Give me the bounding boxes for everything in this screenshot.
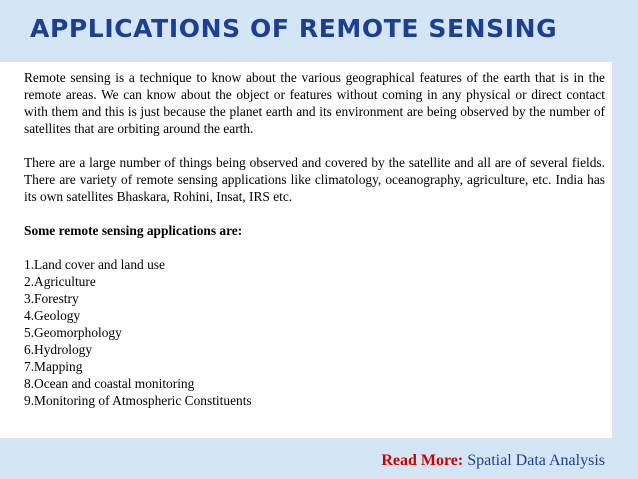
intro-paragraph: Remote sensing is a technique to know about the various geographical features of the earth that is in the remote areas. We can know about the object or features without coming in any physical or direct contact with them and this is just because the planet earth and its environment are being observed by the number of satellites that are orbiting around the earth. — [24, 70, 605, 136]
list-item: 5.Geomorphology — [24, 325, 122, 340]
list-item: 1.Land cover and land use — [24, 257, 165, 272]
applications-list — [24, 256, 605, 409]
read-more-label: Read More: — [381, 452, 464, 469]
slide-content — [24, 69, 605, 409]
list-item: 4.Geology — [24, 308, 81, 323]
paragraph-spacer — [24, 205, 605, 222]
read-more — [381, 452, 605, 470]
list-heading: Some remote sensing applications are: — [24, 223, 243, 238]
paragraph-spacer — [24, 239, 605, 256]
list-item: 2.Agriculture — [24, 274, 96, 289]
read-more-link[interactable]: Spatial Data Analysis — [467, 452, 605, 469]
right-side-bar — [612, 0, 638, 479]
list-item: 8.Ocean and coastal monitoring — [24, 376, 195, 391]
slide-title: APPLICATIONS OF REMOTE SENSING — [30, 14, 558, 43]
satellites-paragraph: There are a large number of things being observed and covered by the satellite and all are of several fields. There are variety of remote sensing applications like climatology, oceanography, agriculture, etc. India has its own satellites Bhaskara, Rohini, Insat, IRS etc. — [24, 155, 605, 204]
list-item: 6.Hydrology — [24, 342, 93, 357]
list-item: 3.Forestry — [24, 291, 79, 306]
paragraph-spacer — [24, 137, 605, 154]
list-item: 7.Mapping — [24, 359, 83, 374]
list-item: 9.Monitoring of Atmospheric Constituents — [24, 393, 252, 408]
